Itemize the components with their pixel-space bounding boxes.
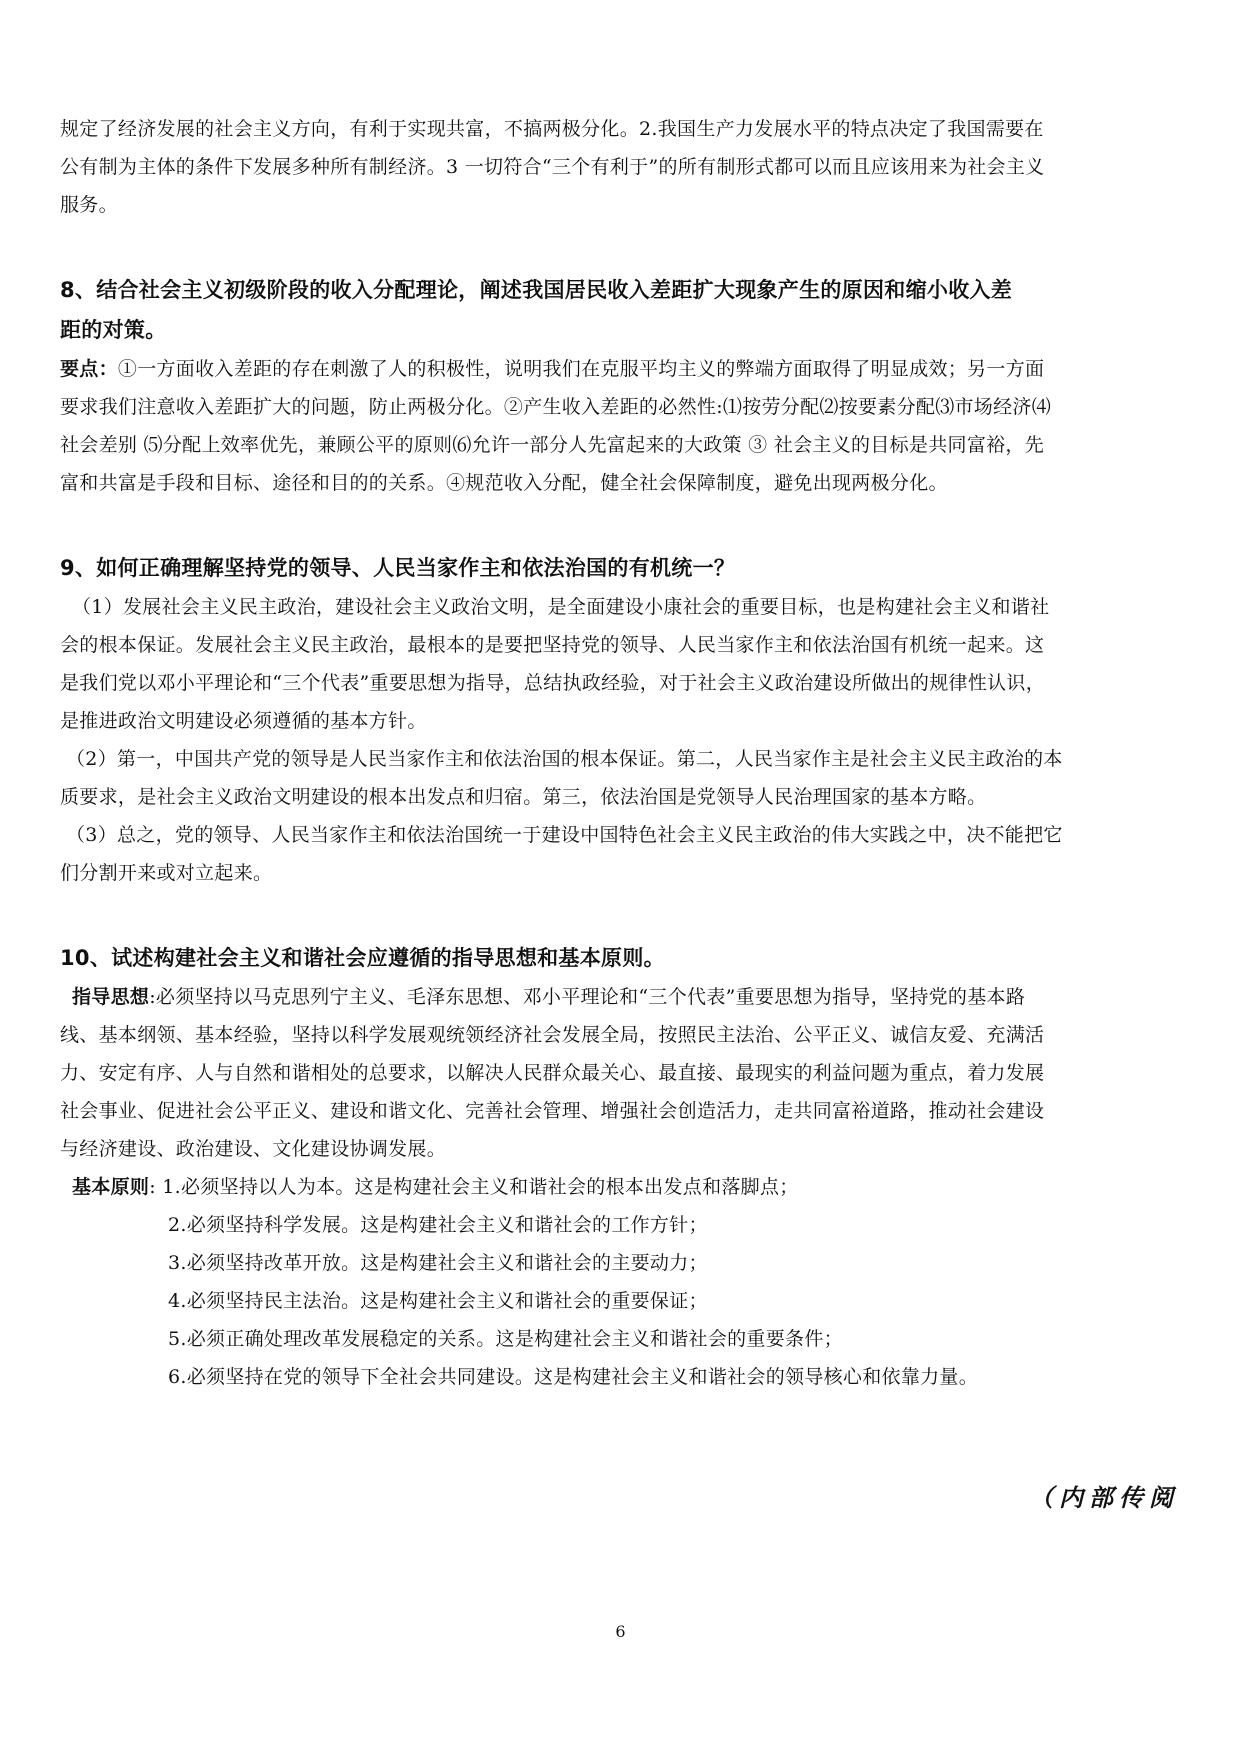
guiding-thought-line: 社会事业、促进社会公平正义、建设和谐文化、完善社会管理、增强社会创造活力，走共同富裕道路，推动社会建设 bbox=[60, 1100, 1045, 1122]
intro-line: 服务。 bbox=[60, 194, 118, 216]
internal-circulation-stamp: （内部传阅 bbox=[1029, 1484, 1179, 1512]
question-9-title: 9、如何正确理解坚持党的领导、人民当家作主和依法治国的有机统一？ bbox=[60, 556, 736, 580]
principle-item: 2.必须坚持科学发展。这是构建社会主义和谐社会的工作方针； bbox=[168, 1214, 708, 1236]
question-9-answer-line: 是推进政治文明建设必须遵循的基本方针。 bbox=[60, 710, 427, 732]
question-9-answer-line: （2）第一，中国共产党的领导是人民当家作主和依法治国的根本保证。第二，人民当家作主是社会主义民主政治的本 bbox=[66, 748, 1063, 770]
question-9-answer-line: 们分割开来或对立起来。 bbox=[60, 862, 273, 884]
document-body bbox=[60, 110, 1180, 1396]
principle-item: 基本原则: 1.必须坚持以人为本。这是构建社会主义和谐社会的根本出发点和落脚点； bbox=[72, 1176, 799, 1198]
guiding-thought-line: 力、安定有序、人与自然和谐相处的总要求，以解决人民群众最关心、最直接、最现实的利益问题为重点，着力发展 bbox=[60, 1062, 1045, 1084]
intro-line: 规定了经济发展的社会主义方向，有利于实现共富，不搞两极分化。2.我国生产力发展水平的特点决定了我国需要在 bbox=[60, 118, 1044, 140]
page-number: 6 bbox=[615, 1622, 626, 1641]
key-points-label: 要点： bbox=[60, 358, 118, 380]
question-8-answer-line: 要求我们注意收入差距扩大的问题，防止两极分化。②产生收入差距的必然性:⑴按劳分配⑵按要素分配⑶市场经济⑷ bbox=[60, 396, 1052, 418]
question-9-answer-line: （3）总之，党的领导、人民当家作主和依法治国统一于建设中国特色社会主义民主政治的伟大实践之中，决不能把它 bbox=[66, 824, 1063, 846]
question-8-title-cont: 距的对策。 bbox=[60, 318, 167, 342]
question-9-answer-line: （1）发展社会主义民主政治，建设社会主义政治文明，是全面建设小康社会的重要目标，也是构建社会主义和谐社 bbox=[72, 596, 1050, 618]
guiding-thought-line: 线、基本纲领、基本经验，坚持以科学发展观统领经济社会发展全局，按照民主法治、公平正义、诚信友爱、充满活 bbox=[60, 1024, 1045, 1046]
principle-item: 3.必须坚持改革开放。这是构建社会主义和谐社会的主要动力； bbox=[168, 1252, 708, 1274]
question-9-answer-line: 会的根本保证。发展社会主义民主政治，最根本的是要把坚持党的领导、人民当家作主和依法治国有机统一起来。这 bbox=[60, 634, 1045, 656]
question-10-title: 10、试述构建社会主义和谐社会应遵循的指导思想和基本原则。 bbox=[60, 946, 665, 970]
question-8-answer-line: 社会差别 ⑸分配上效率优先，兼顾公平的原则⑹允许一部分人先富起来的大政策 ③ 社会主义的目标是共同富裕，先 bbox=[60, 434, 1045, 456]
question-9-answer-line: 是我们党以邓小平理论和“三个代表”重要思想为指导，总结执政经验，对于社会主义政治建设所做出的规律性认识， bbox=[60, 672, 1046, 694]
question-9-answer-line: 质要求，是社会主义政治文明建设的根本出发点和归宿。第三，依法治国是党领导人民治理国家的基本方略。 bbox=[60, 786, 987, 808]
guiding-thought-line: 指导思想:必须坚持以马克思列宁主义、毛泽东思想、邓小平理论和“三个代表”重要思想为指导，坚持党的基本路 bbox=[72, 986, 1026, 1008]
guiding-thought-label: 指导思想 bbox=[72, 986, 150, 1008]
basic-principles-label: 基本原则 bbox=[72, 1176, 150, 1198]
guiding-thought-line: 与经济建设、政治建设、文化建设协调发展。 bbox=[60, 1138, 447, 1160]
principle-item: 5.必须正确处理改革发展稳定的关系。这是构建社会主义和谐社会的重要条件； bbox=[168, 1328, 843, 1350]
principle-item: 4.必须坚持民主法治。这是构建社会主义和谐社会的重要保证； bbox=[168, 1290, 708, 1312]
question-8-title: 8、结合社会主义初级阶段的收入分配理论，阐述我国居民收入差距扩大现象产生的原因和缩小收入差 bbox=[60, 278, 1013, 302]
question-8-answer-line: 要点：①一方面收入差距的存在刺激了人的积极性，说明我们在克服平均主义的弊端方面取得了明显成效；另一方面 bbox=[60, 358, 1045, 380]
principle-item: 6.必须坚持在党的领导下全社会共同建设。这是构建社会主义和谐社会的领导核心和依靠力量。 bbox=[168, 1366, 979, 1388]
intro-line: 公有制为主体的条件下发展多种所有制经济。3 一切符合“三个有利于”的所有制形式都可以而且应该用来为社会主义 bbox=[60, 156, 1045, 178]
question-8-answer-line: 富和共富是手段和目标、途径和目的的关系。④规范收入分配，健全社会保障制度，避免出现两极分化。 bbox=[60, 472, 948, 494]
